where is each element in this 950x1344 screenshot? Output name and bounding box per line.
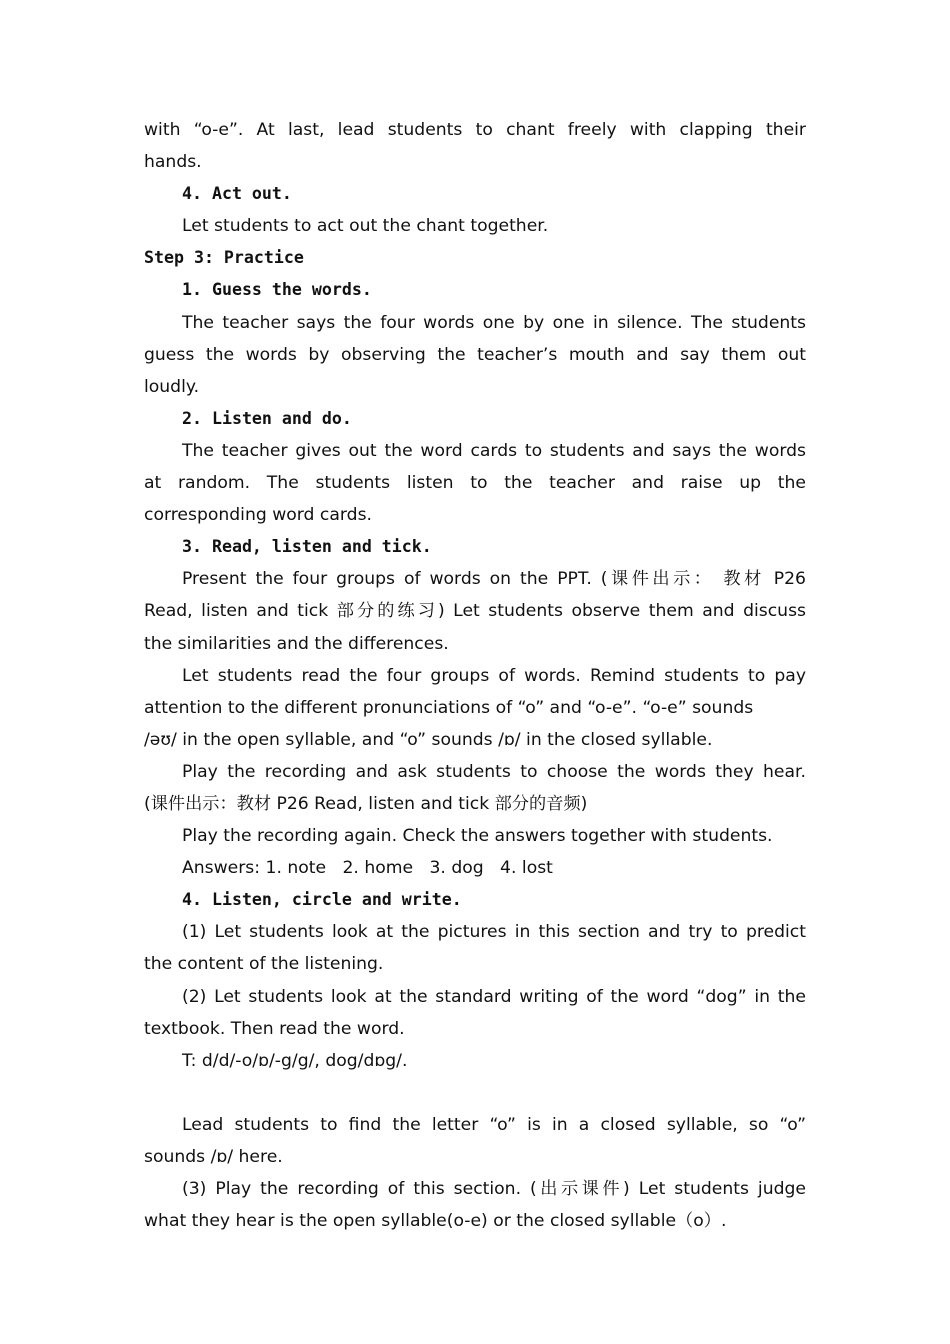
text-line: (3) Play the recording of this section. (出示课件) Let students judge (182, 1179, 806, 1200)
text-line: what they hear is the open syllable(o-e) or the closed syllable（o）. (144, 1211, 727, 1232)
section-heading-act-out: 4. Act out. (182, 184, 292, 204)
text-line: Read, listen and tick 部分的练习) Let students observe them and discuss (144, 601, 806, 622)
answers-line: Answers: 1. note 2. home 3. dog 4. lost (182, 858, 553, 879)
text-line: corresponding word cards. (144, 505, 373, 526)
text-line: guess the words by observing the teacher’s mouth and say them out (144, 344, 806, 365)
document-page (144, 114, 806, 1237)
text-line: textbook. Then read the word. (144, 1018, 405, 1039)
section-heading-guess: 1. Guess the words. (182, 280, 372, 300)
section-heading-listen-circle-write: 4. Listen, circle and write. (182, 890, 462, 910)
text-line: Play the recording again. Check the answers together with students. (182, 826, 773, 847)
text-line: Let students read the four groups of words. Remind students to pay (182, 665, 806, 686)
text-line: /əʊ/ in the open syllable, and “o” sounds /ɒ/ in the closed syllable. (144, 729, 713, 750)
text-line: Play the recording and ask students to choose the words they hear. (182, 761, 806, 782)
text-line: (课件出示：教材 P26 Read, listen and tick 部分的音频) (144, 793, 588, 814)
text-line: with “o-e”. At last, lead students to chant freely with clapping their (144, 120, 806, 140)
blank-line (144, 1077, 806, 1109)
text-line: sounds /ɒ/ here. (144, 1147, 283, 1167)
text-line: the content of the listening. (144, 954, 384, 975)
text-line: loudly. (144, 376, 200, 397)
text-line: the similarities and the differences. (144, 633, 449, 654)
text-line: attention to the different pronunciations of “o” and “o-e”. “o-e” sounds (144, 697, 754, 718)
text-line: The teacher says the four words one by one in silence. The students (182, 312, 806, 333)
dialogue-line: T: d/d/-o/ɒ/-g/g/, dog/dɒg/. (182, 1050, 408, 1071)
text-line: Lead students to find the letter “o” is in a closed syllable, so “o” (182, 1114, 806, 1135)
section-heading-read-listen-tick: 3. Read, listen and tick. (182, 537, 432, 557)
step-heading: Step 3: Practice (144, 248, 304, 268)
text-line: at random. The students listen to the teacher and raise up the (144, 473, 806, 494)
text-line: The teacher gives out the word cards to students and says the words (182, 440, 806, 461)
text-line: (1) Let students look at the pictures in this section and try to predict (182, 922, 806, 943)
text-line: hands. (144, 152, 202, 173)
text-line: Present the four groups of words on the PPT. (课件出示： 教材 P26 (182, 569, 806, 590)
text-line: (2) Let students look at the standard writing of the word “dog” in the (182, 986, 806, 1007)
text-line: Let students to act out the chant together. (182, 216, 549, 237)
section-heading-listen-do: 2. Listen and do. (182, 408, 352, 428)
